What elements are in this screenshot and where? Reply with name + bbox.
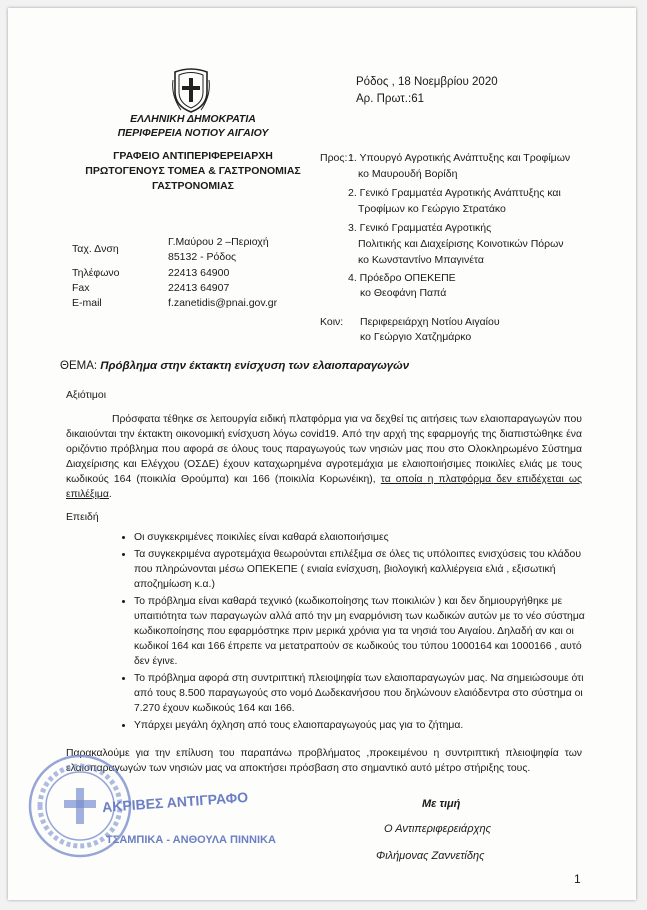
list-item: • Υπάρχει μεγάλη όχληση από τους ελαιοπαραγωγούς μας για το ζήτημα.	[134, 718, 594, 733]
email-value: f.zanetidis@pnai.gov.gr	[168, 297, 278, 309]
address-label: Ταχ. Δνση	[72, 243, 119, 255]
subject-line	[60, 360, 409, 372]
recipient-3-line-1: 3. Γενικό Γραμματέα Αγροτικής	[348, 222, 492, 234]
page-number: 1	[574, 872, 581, 886]
greek-coat-of-arms-icon	[171, 66, 211, 114]
recipient-1-line-2: κο Μαυρουδή Βορίδη	[358, 168, 458, 180]
recipient-3-line-3: κο Κωνσταντίνο Μπαγινέτα	[358, 254, 484, 266]
greeting: Αξιότιμοι	[66, 390, 107, 401]
list-item: • Οι συγκεκριμένες ποικιλίες είναι καθαρά ελαιοποιήσιμες	[134, 530, 594, 545]
to-label: Προς: :	[320, 152, 354, 164]
phone-label: Τηλέφωνο	[72, 267, 120, 279]
certified-copy-stamp: ΑΚΡΙΒΕΣ ΑΝΤΙΓΡΑΦΟ	[101, 788, 249, 816]
closing-paragraph: Παρακαλούμε για την επίλυση του παραπάνω προβλήματος ,προκειμένου η συντριπτική πλειοψηφία των ελαιοπαραγωγών των νησιών μας να αποκτήσει πρόσβαση στο σημαντικό αυτό μέτρο στήριξης τους.	[66, 748, 582, 774]
office-line-2: ΠΡΩΤΟΓΕΝΟΥΣ ΤΟΜΕΑ & ΓΑΣΤΡΟΝΟΜΙΑΣ	[85, 165, 301, 177]
recipient-4-line-1: 4. Πρόεδρο ΟΠΕΚΕΠΕ	[348, 272, 456, 284]
recipient-4-line-2: κο Θεοφάνη Παπά	[360, 287, 447, 299]
letter-page	[8, 8, 636, 900]
office-line-1: ΓΡΑΦΕΙΟ ΑΝΤΙΠΕΡΙΦΕΡΕΙΑΡΧΗ	[113, 150, 273, 162]
fax-value: 22413 64907	[168, 282, 230, 294]
signatory-name: Φιλήμονας Ζαννετίδης	[376, 850, 485, 862]
fax-label: Fax	[72, 282, 90, 294]
cc-line-1: Περιφερειάρχη Νοτίου Αιγαίου	[360, 316, 500, 328]
cc-label: Κοιν:	[320, 316, 344, 328]
place-date: Ρόδος , 18 Νοεμβρίου 2020	[356, 76, 498, 88]
stamp-signatory-name: ΤΣΑΜΠΙΚΑ - ΑΝΘΟΥΛΑ ΠΙΝΝΙΚΑ	[106, 834, 276, 846]
subject-label: ΘΕΜΑ:	[60, 360, 98, 372]
regards: Με τιμή	[422, 798, 461, 810]
region-name: ΠΕΡΙΦΕΡΕΙΑ ΝΟΤΙΟΥ ΑΙΓΑΙΟΥ	[117, 127, 269, 139]
recipient-1-line-1: 1. Υπουργό Αγροτικής Ανάπτυξης και Τροφίμων	[348, 152, 571, 164]
recipient-2-line-2: Τροφίμων κο Γεώργιο Στρατάκο	[358, 203, 506, 215]
subject-text: Πρόβλημα στην έκτακτη ενίσχυση των ελαιοπαραγωγών	[100, 360, 410, 372]
country-name: ΕΛΛΗΝΙΚΗ ΔΗΜΟΚΡΑΤΙΑ	[130, 113, 256, 125]
office-line-3: ΓΑΣΤΡΟΝΟΜΙΑΣ	[152, 180, 234, 192]
list-item: • Το πρόβλημα αφορά στη συντριπτική πλειοψηφία των ελαιοπαραγωγών μας. Να σημειώσουμε ότι από τους 8.500 παραγωγούς στο νομό Δωδεκανήσου που δηλώνουν ελαιόδεντρα στο σύστημα οι 7.270 έχουν κωδικούς 164 και 166.	[134, 671, 594, 716]
recipient-2-line-1: 2. Γενικό Γραμματέα Αγροτικής Ανάπτυξης και	[348, 187, 561, 199]
phone-value: 22413 64900	[168, 267, 230, 279]
address-line-1: Γ.Μαύρου 2 –Περιοχή	[168, 236, 269, 248]
list-item: • Τα συγκεκριμένα αγροτεμάχια θεωρούνται επιλέξιμα σε όλες τις υπόλοιπες ενισχύσεις του κλάδου που πληρώνονται μέσω ΟΠΕΚΕΠΕ ( ενιαία ενίσχυση, βιολογική καλλιέργεια ελιά , εξισωτική αποζημίωση κ.α.)	[134, 547, 594, 592]
paragraph-1: Πρόσφατα τέθηκε σε λειτουργία ειδική πλατφόρμα για να δεχθεί τις αιτήσεις των ελαιοπαραγωγών που δικαιούνται την έκτακτη οικονομική ενίσχυση λόγω covid19. Από την αρχή της εφαρμογής της διαπιστώθηκε ένα οριζόντιο πρόβλημα που αφορά σε όλους τους παραγωγούς των νησιών μας που στο Ολοκληρωμένο Σύστημα Διαχείρισης και Ελέγχου (ΟΣΔΕ) έχουν καταχωρημένα αγροτεμάχια με ελαιοποιήσιμες ποικιλίες ελιάς με τους κωδικούς 164 (ποικιλία Θρούμπα) και 166 (ποικιλία Κορωνέικη), τα οποία η πλατφόρμα δεν επιδέχεται ως επιλέξιμα.	[66, 414, 582, 500]
signatory-title: Ο Αντιπεριφερειάρχης	[384, 823, 491, 835]
cc-line-2: κο Γεώργιο Χατζημάρκο	[360, 331, 472, 343]
address-line-2: 85132 - Ρόδος	[168, 251, 237, 263]
email-label: E-mail	[72, 297, 102, 309]
paragraph-1-text: Πρόσφατα τέθηκε σε λειτουργία ειδική πλατφόρμα για να δεχθεί τις αιτήσεις των ελαιοπαραγωγών που δικαιούνται την έκτακτη οικονομική ενίσχυση λόγω covid19. Από την αρχή της εφαρμογής της διαπιστώθηκε ένα οριζόντιο πρόβλημα που αφορά σε όλους τους παραγωγούς των νησιών μας που στο Ολοκληρωμένο Σύστημα Διαχείρισης και Ελέγχου (ΟΣΔΕ) έχουν καταχωρημένα αγροτεμάχια με ελαιοποιήσιμες ποικιλίες ελιάς με τους κωδικούς 164 (ποικιλία Θρούμπα) και 166 (ποικιλία Κορωνέικη),	[66, 414, 582, 485]
recipient-3-line-2: Πολιτικής και Διαχείρισης Κοινοτικών Πόρων	[358, 238, 564, 250]
paragraph-1-underlined: τα οποία η πλατφόρμα δεν επιδέχεται ως επιλέξιμα	[66, 474, 582, 500]
list-item: • Το πρόβλημα είναι καθαρά τεχνικό (κωδικοποίησης των ποικιλιών ) και δεν δημιουργήθηκε με υπαιτιότητα των παραγωγών αλλά από την μη εναρμόνιση των κωδικών αυτών με το νέο σύστημα κωδικοποίησης που εφαρμόστηκε πριν μερικά χρόνια για τα νησιά του Αιγαίου. Δηλαδή αν και οι κωδικοί 164 και 166 έπρεπε να μετατραπούν σε κωδικούς του τύπου 1000164 και 1000166 , αυτό δεν έγινε.	[134, 594, 594, 669]
protocol-number: Αρ. Πρωτ.:61	[356, 93, 424, 105]
reasons-list	[120, 530, 594, 735]
because-label: Επειδή	[66, 512, 99, 523]
